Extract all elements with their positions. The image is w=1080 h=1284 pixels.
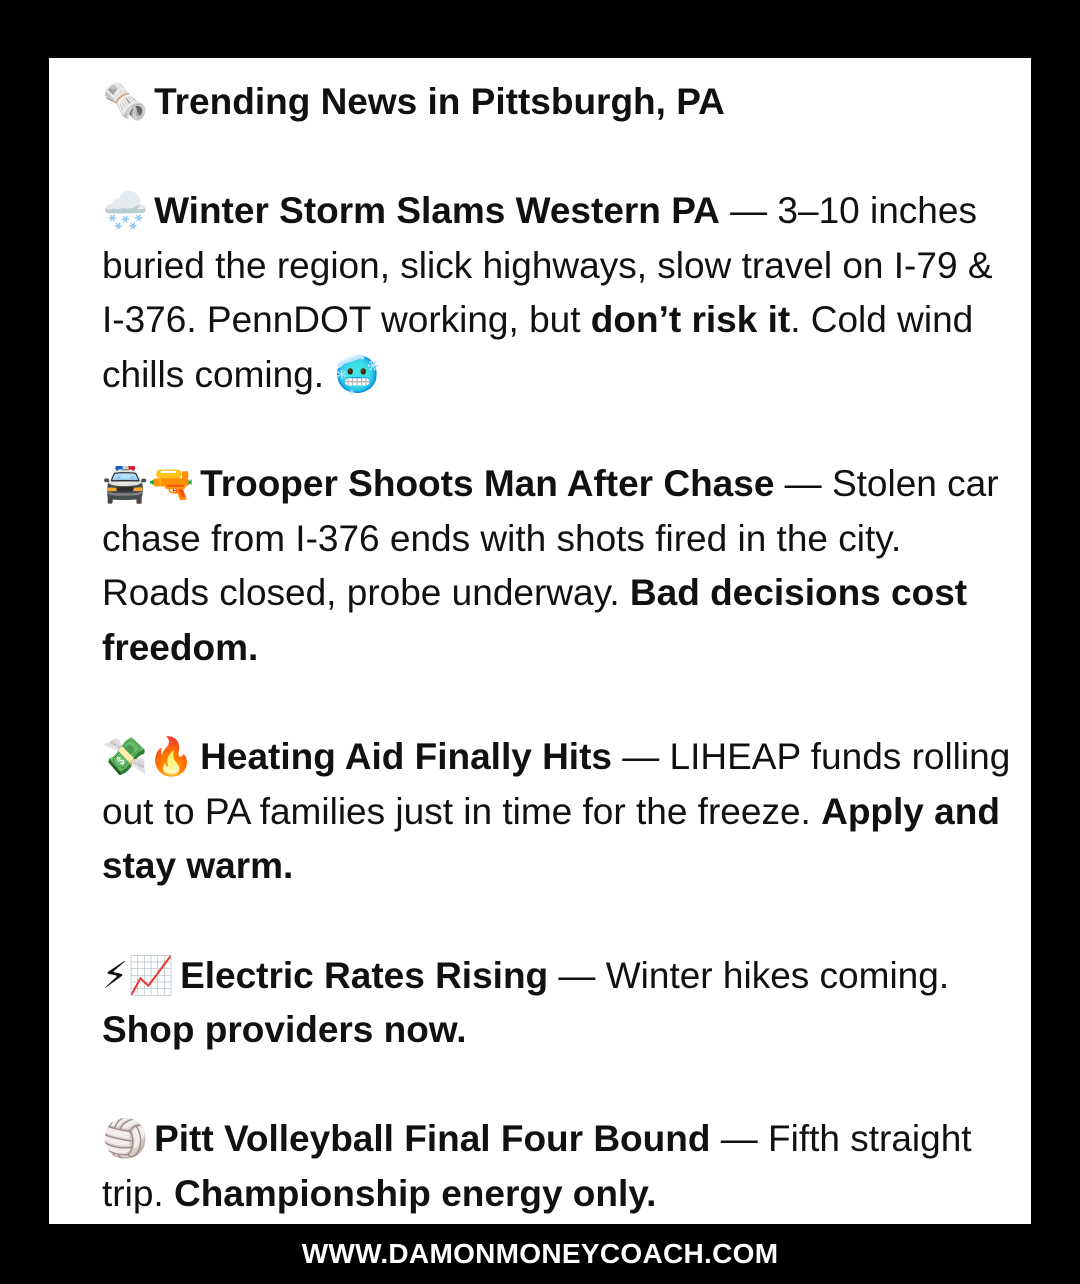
story-dash: — bbox=[710, 1118, 769, 1160]
story-heating-aid bbox=[102, 730, 1017, 894]
story-headline: Trooper Shoots Man After Chase bbox=[200, 463, 775, 505]
story-bold-text: Shop providers now. bbox=[102, 1009, 467, 1051]
story-bold-text: Championship energy only. bbox=[173, 1172, 657, 1214]
volleyball-icon: 🏐 bbox=[102, 1117, 149, 1161]
lightning-icon: ⚡📈 bbox=[102, 953, 175, 997]
news-content bbox=[102, 75, 1017, 1221]
footer-url: WWW.DAMONMONEYCOACH.COM bbox=[301, 1238, 779, 1269]
story-dash: — bbox=[548, 954, 606, 996]
police-car-icon: 🚔🔫 bbox=[102, 462, 195, 506]
news-header bbox=[102, 75, 1017, 130]
story-dash: — bbox=[774, 463, 832, 505]
story-bold-text: Bad decisions cost freedom. bbox=[102, 572, 968, 668]
story-trooper bbox=[102, 457, 1017, 675]
newspaper-icon: 🗞️ bbox=[102, 80, 149, 123]
news-card bbox=[49, 58, 1031, 1224]
story-bold-text: don’t risk it bbox=[590, 299, 791, 341]
story-text: 3–10 inches buried the region, slick highways, slow travel on I-79 & I-376. PennDOT working, but bbox=[102, 190, 993, 341]
story-headline: Heating Aid Finally Hits bbox=[200, 736, 612, 778]
story-dash: — bbox=[719, 190, 778, 232]
story-text-2: . Cold wind chills coming. bbox=[102, 299, 974, 395]
cold-face-icon: 🥶 bbox=[334, 352, 381, 396]
story-text: Winter hikes coming. bbox=[605, 954, 950, 996]
story-pitt-volleyball bbox=[102, 1112, 1017, 1221]
money-with-wings-icon: 💸🔥 bbox=[102, 735, 195, 779]
story-electric-rates bbox=[102, 949, 1017, 1058]
story-dash: — bbox=[611, 736, 670, 778]
page-title: Trending News in Pittsburgh, PA bbox=[154, 81, 725, 122]
story-headline: Electric Rates Rising bbox=[180, 954, 549, 996]
cloud-snow-icon: 🌨️ bbox=[102, 189, 149, 233]
story-bold-text: Apply and stay warm. bbox=[102, 790, 1000, 887]
story-headline: Winter Storm Slams Western PA bbox=[154, 190, 720, 232]
story-text: LIHEAP funds rolling out to PA families just in time for the freeze. bbox=[102, 736, 1011, 832]
story-text: Fifth straight trip. bbox=[102, 1118, 972, 1214]
story-winter-storm bbox=[102, 184, 1017, 402]
story-headline: Pitt Volleyball Final Four Bound bbox=[154, 1118, 711, 1160]
story-text: Stolen car chase from I-376 ends with shots fired in the city. Roads closed, probe underway. bbox=[102, 463, 999, 614]
